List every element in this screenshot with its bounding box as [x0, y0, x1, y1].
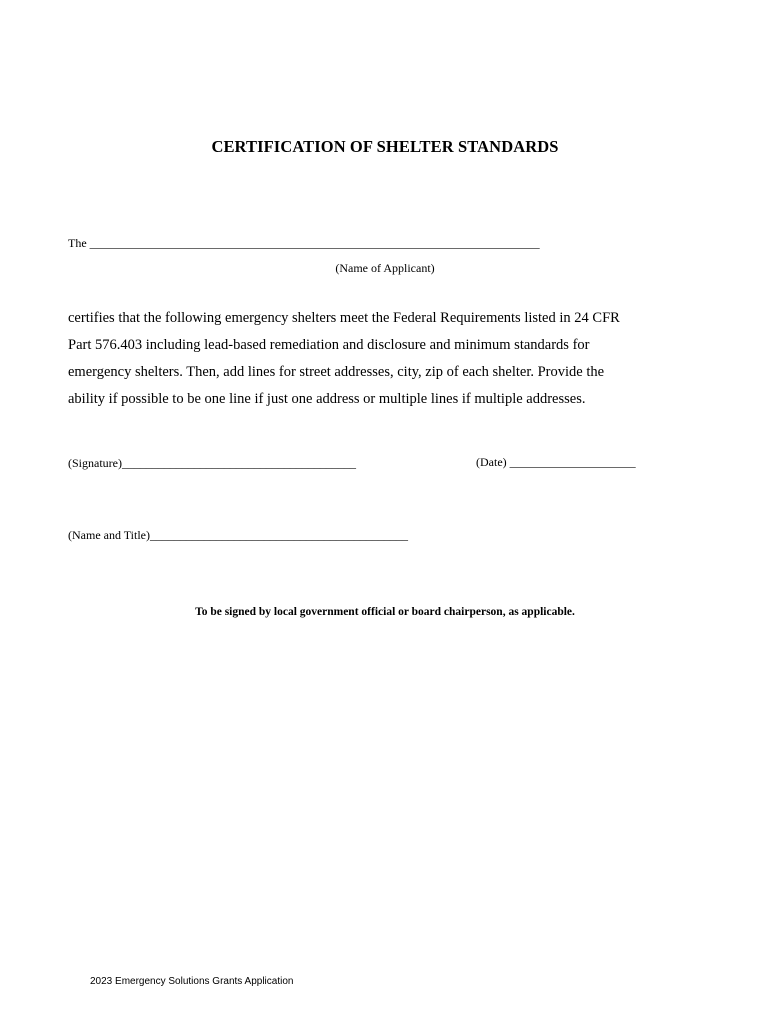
name-and-title-line: (Name and Title)___________________________________________: [68, 528, 408, 542]
paragraph-line: ability if possible to be one line if just one address or multiple lines if multiple addresses.: [68, 391, 586, 407]
page-footer: 2023 Emergency Solutions Grants Application: [90, 976, 294, 987]
certification-paragraph: [68, 305, 668, 413]
applicant-name-line: The ___________________________________________________________________________: [68, 236, 540, 250]
paragraph-line: certifies that the following emergency shelters meet the Federal Requirements listed in 24 CFR: [68, 310, 620, 326]
applicant-name-caption: (Name of Applicant): [335, 261, 435, 275]
paragraph-line: emergency shelters. Then, add lines for street addresses, city, zip of each shelter. Provide the: [68, 364, 605, 380]
paragraph-line: Part 576.403 including lead-based remediation and disclosure and minimum standards for: [68, 337, 590, 353]
signature-line: (Signature)_______________________________________: [68, 456, 356, 470]
signing-instruction: To be signed by local government official or board chairperson, as applicable.: [195, 606, 575, 618]
date-line: (Date) _____________________: [476, 455, 636, 469]
document-title: CERTIFICATION OF SHELTER STANDARDS: [211, 137, 559, 156]
